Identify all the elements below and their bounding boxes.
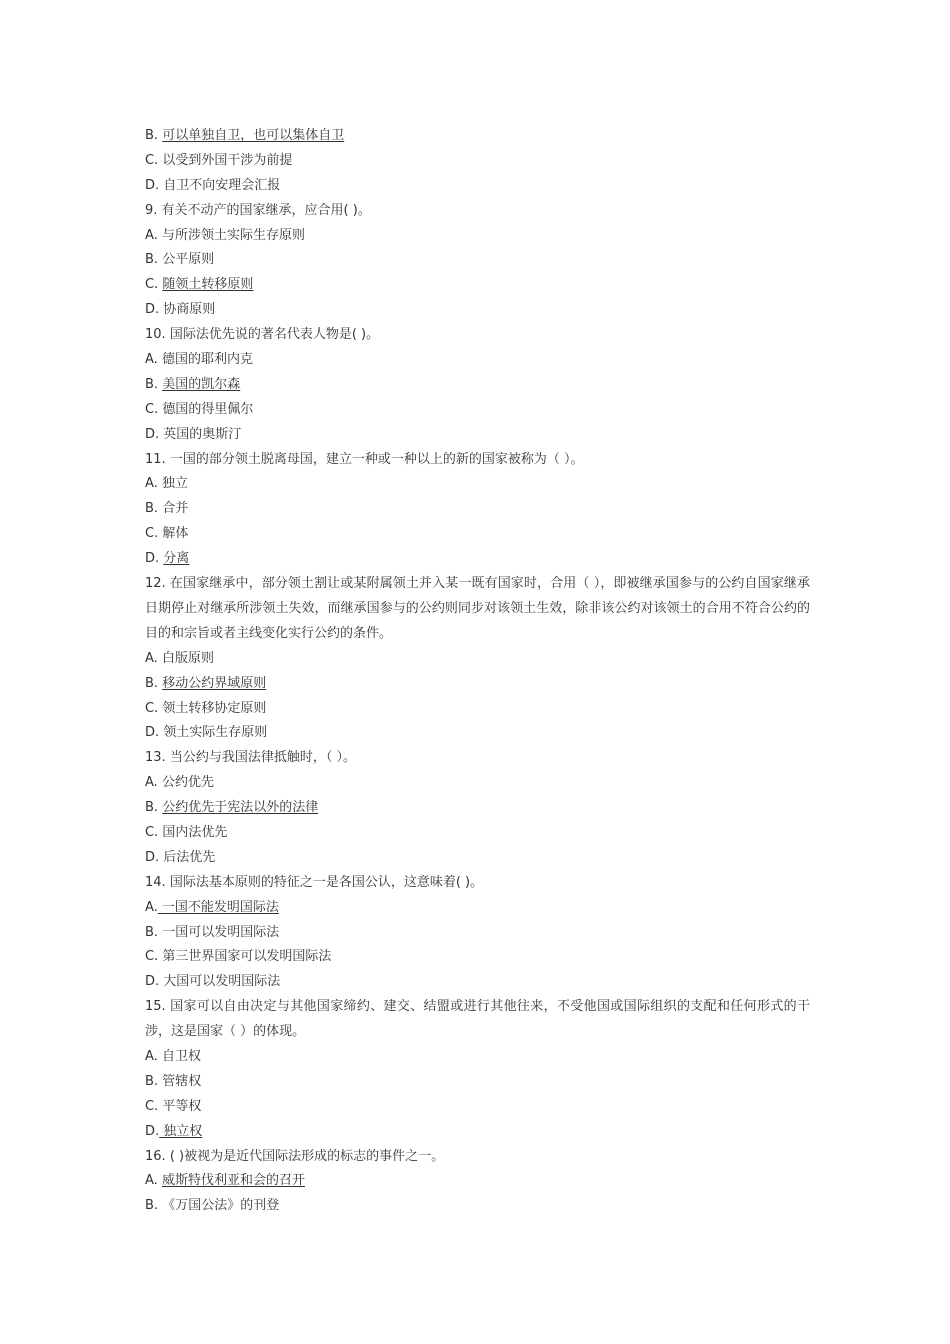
question-text: ( )被视为是近代国际法形成的标志的事件之一。 bbox=[169, 1148, 445, 1164]
answer-option bbox=[145, 672, 810, 697]
question-text: 国际法优先说的著名代表人物是( )。 bbox=[169, 327, 380, 343]
option-letter: B. bbox=[145, 800, 163, 816]
option-letter: C. bbox=[145, 152, 163, 168]
answer-option bbox=[145, 273, 810, 298]
question-number: 15. bbox=[145, 999, 171, 1015]
answer-option bbox=[145, 1070, 810, 1095]
option-text: 第三世界国家可以发明国际法 bbox=[162, 949, 332, 965]
answer-option bbox=[145, 248, 810, 273]
option-letter: A. bbox=[145, 476, 162, 492]
answer-option bbox=[145, 522, 810, 547]
answer-option bbox=[145, 423, 810, 448]
answer-option bbox=[145, 796, 810, 821]
option-letter: A. bbox=[145, 227, 162, 243]
correct-answer-text: 移动公约界域原则 bbox=[162, 675, 267, 691]
option-text: 公平原则 bbox=[162, 252, 215, 268]
answer-option bbox=[145, 821, 810, 846]
option-text: 后法优先 bbox=[163, 849, 216, 865]
answer-option bbox=[145, 1169, 810, 1194]
correct-answer-text: 分离 bbox=[163, 551, 190, 567]
question-stem bbox=[145, 448, 810, 473]
question-list bbox=[145, 124, 810, 1219]
question-number: 12. bbox=[145, 576, 170, 592]
answer-option bbox=[145, 647, 810, 672]
answer-option bbox=[145, 373, 810, 398]
option-letter: A. bbox=[145, 899, 158, 915]
option-text: 管辖权 bbox=[162, 1073, 202, 1089]
option-text: 合并 bbox=[162, 501, 189, 517]
question-text: 国家可以自由决定与其他国家缔约、建交、结盟或进行其他往来，不受他国或国际组织的支配和任何形式的干涉，这是国家（ ）的体现。 bbox=[145, 999, 810, 1040]
question-number: 11. bbox=[145, 451, 170, 467]
option-letter: C. bbox=[145, 277, 163, 293]
option-text: 以受到外国干涉为前提 bbox=[162, 152, 293, 168]
option-text: 平等权 bbox=[162, 1098, 202, 1114]
question-stem bbox=[145, 199, 810, 224]
answer-option bbox=[145, 721, 810, 746]
answer-option bbox=[145, 945, 810, 970]
option-letter: B. bbox=[145, 924, 163, 940]
question-stem bbox=[145, 1145, 810, 1170]
question-text: 国际法基本原则的特征之一是各国公认，这意味着( )。 bbox=[169, 874, 484, 890]
option-letter: B. bbox=[145, 376, 163, 392]
question-number: 13. bbox=[145, 750, 170, 766]
correct-answer-text: 威斯特伐利亚和会的召开 bbox=[161, 1173, 305, 1189]
option-letter: C. bbox=[145, 824, 163, 840]
question-text: 一国的部分领土脱离母国，建立一种或一种以上的新的国家被称为（ ）。 bbox=[169, 451, 584, 467]
option-letter: D. bbox=[145, 725, 164, 741]
correct-answer-text: 独立权 bbox=[159, 1123, 203, 1139]
answer-option bbox=[145, 124, 810, 149]
option-letter: B. bbox=[145, 675, 163, 691]
option-letter: D. bbox=[145, 1123, 160, 1139]
option-text: 解体 bbox=[162, 526, 189, 542]
option-letter: C. bbox=[145, 1098, 163, 1114]
option-letter: C. bbox=[145, 401, 163, 417]
question-number: 10. bbox=[145, 327, 170, 343]
question-stem bbox=[145, 995, 810, 1045]
option-text: 自卫权 bbox=[161, 1049, 201, 1065]
option-letter: C. bbox=[145, 949, 163, 965]
option-letter: C. bbox=[145, 526, 163, 542]
option-letter: D. bbox=[145, 177, 164, 193]
option-text: 英国的奥斯汀 bbox=[163, 426, 242, 442]
option-text: 一国可以发明国际法 bbox=[162, 924, 280, 940]
question-number: 16. bbox=[145, 1148, 170, 1164]
question-text: 有关不动产的国家继承，应合用( )。 bbox=[161, 202, 371, 218]
question-stem bbox=[145, 871, 810, 896]
answer-option bbox=[145, 697, 810, 722]
answer-option bbox=[145, 1120, 810, 1145]
option-letter: D. bbox=[145, 849, 164, 865]
answer-option bbox=[145, 771, 810, 796]
correct-answer-text: 随领土转移原则 bbox=[162, 277, 254, 293]
answer-option bbox=[145, 472, 810, 497]
option-letter: D. bbox=[145, 426, 164, 442]
question-stem bbox=[145, 746, 810, 771]
option-letter: B. bbox=[145, 1073, 163, 1089]
option-text: 大国可以发明国际法 bbox=[163, 974, 281, 990]
answer-option bbox=[145, 149, 810, 174]
option-text: 自卫不向安理会汇报 bbox=[163, 177, 281, 193]
answer-option bbox=[145, 497, 810, 522]
answer-option bbox=[145, 970, 810, 995]
question-number: 14. bbox=[145, 874, 170, 890]
question-stem bbox=[145, 323, 810, 348]
option-letter: D. bbox=[145, 974, 164, 990]
question-text: 当公约与我国法律抵触时，（ ）。 bbox=[169, 750, 356, 766]
answer-option bbox=[145, 896, 810, 921]
option-text: 德国的耶利内克 bbox=[161, 352, 253, 368]
option-letter: B. bbox=[145, 252, 163, 268]
option-text: 独立 bbox=[161, 476, 188, 492]
option-text: 德国的得里佩尔 bbox=[162, 401, 254, 417]
answer-option bbox=[145, 921, 810, 946]
answer-option bbox=[145, 224, 810, 249]
option-text: 领土转移协定原则 bbox=[162, 700, 267, 716]
option-letter: A. bbox=[145, 1049, 162, 1065]
option-text: 国内法优先 bbox=[162, 824, 228, 840]
answer-option bbox=[145, 1095, 810, 1120]
option-text: 白版原则 bbox=[161, 650, 214, 666]
answer-option bbox=[145, 846, 810, 871]
option-letter: A. bbox=[145, 1173, 162, 1189]
answer-option bbox=[145, 398, 810, 423]
correct-answer-text: 可以单独自卫，也可以集体自卫 bbox=[162, 128, 345, 143]
answer-option bbox=[145, 547, 810, 572]
option-letter: D. bbox=[145, 302, 164, 318]
option-letter: C. bbox=[145, 700, 163, 716]
option-text: 《万国公法》的刊登 bbox=[162, 1198, 280, 1214]
option-letter: B. bbox=[145, 128, 163, 143]
question-text: 在国家继承中，部分领土割让或某附属领土并入某一既有国家时，合用（ ），即被继承国参与的公约自国家继承日期停止对继承所涉领土失效，而继承国参与的公约则同步对该领土生效，除非该公约对该领土的合用不符合公约的目的和宗旨或者主线变化实行公约的条件。 bbox=[145, 576, 810, 641]
correct-answer-text: 一国不能发明国际法 bbox=[157, 899, 279, 915]
option-text: 公约优先 bbox=[161, 775, 214, 791]
option-text: 协商原则 bbox=[163, 302, 216, 318]
question-stem bbox=[145, 572, 810, 647]
option-text: 领土实际生存原则 bbox=[163, 725, 268, 741]
correct-answer-text: 公约优先于宪法以外的法律 bbox=[162, 800, 319, 816]
question-number: 9. bbox=[145, 202, 162, 218]
option-letter: A. bbox=[145, 352, 162, 368]
correct-answer-text: 美国的凯尔森 bbox=[162, 376, 241, 392]
option-letter: B. bbox=[145, 501, 163, 517]
option-letter: A. bbox=[145, 775, 162, 791]
answer-option bbox=[145, 1194, 810, 1219]
answer-option bbox=[145, 174, 810, 199]
option-text: 与所涉领土实际生存原则 bbox=[161, 227, 305, 243]
option-letter: A. bbox=[145, 650, 162, 666]
answer-option bbox=[145, 298, 810, 323]
option-letter: D. bbox=[145, 551, 164, 567]
answer-option bbox=[145, 348, 810, 373]
option-letter: B. bbox=[145, 1198, 163, 1214]
answer-option bbox=[145, 1045, 810, 1070]
